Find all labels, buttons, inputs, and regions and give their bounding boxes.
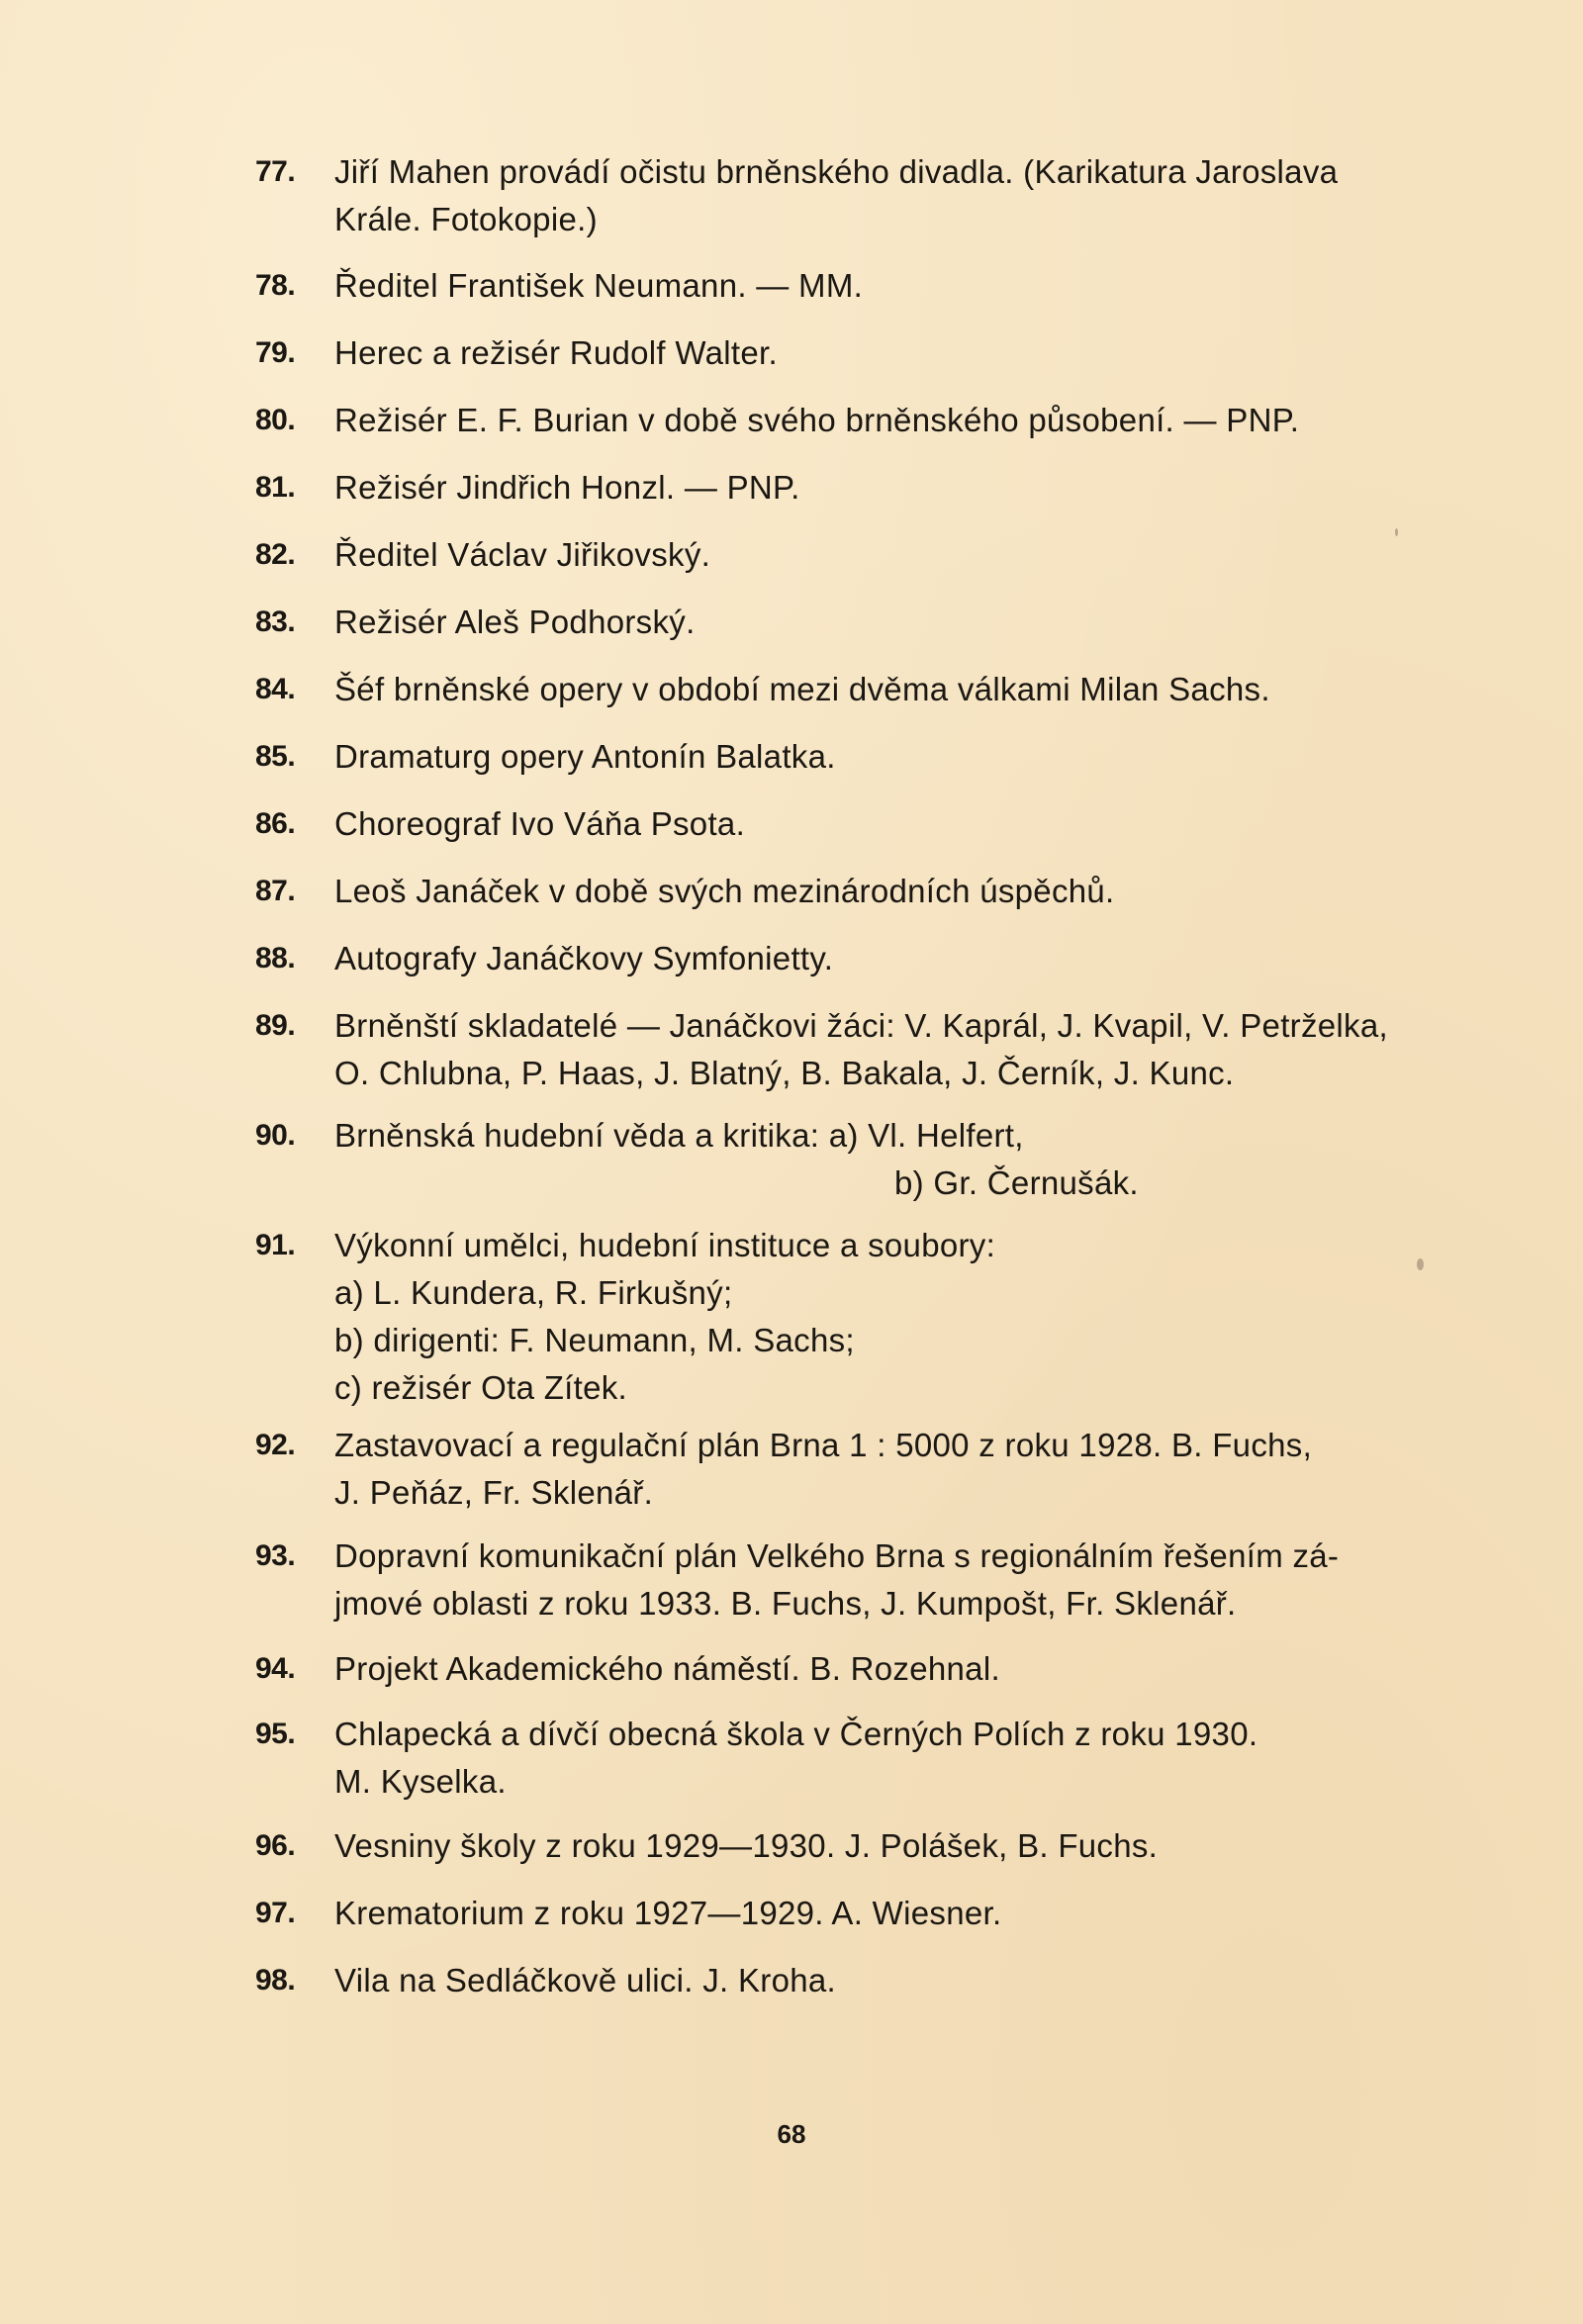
item-text: Herec a režisér Rudolf Walter.	[334, 334, 778, 371]
item-text: Ředitel František Neumann. — MM.	[334, 267, 864, 304]
item-text: J. Peňáz, Fr. Sklenář.	[334, 1474, 654, 1511]
item-number: 87.	[255, 875, 296, 907]
page-number: 68	[777, 2119, 806, 2149]
item-subtext-a: a) L. Kundera, R. Firkušný;	[334, 1274, 733, 1311]
item-text: Chlapecká a dívčí obecná škola v Černých Polích z roku 1930.	[334, 1716, 1258, 1752]
item-text: Ředitel Václav Jiřikovský.	[334, 536, 711, 573]
item-text: Dramaturg opery Antonín Balatka.	[334, 738, 836, 775]
item-number: 94.	[255, 1652, 296, 1685]
item-text: Šéf brněnské opery v období mezi dvěma válkami Milan Sachs.	[334, 671, 1270, 707]
item-number: 93.	[255, 1539, 296, 1572]
item-number: 91.	[255, 1229, 296, 1261]
item-text: Brněnští skladatelé — Janáčkovi žáci: V. Kaprál, J. Kvapil, V. Petrželka,	[334, 1007, 1388, 1044]
item-number: 84.	[255, 673, 296, 705]
item-number: 85.	[255, 740, 296, 773]
item-subtext-b: b) dirigenti: F. Neumann, M. Sachs;	[334, 1322, 855, 1358]
item-number: 88.	[255, 942, 296, 975]
item-number: 95.	[255, 1718, 296, 1750]
item-text: Režisér Jindřich Honzl. — PNP.	[334, 469, 800, 506]
item-text: Dopravní komunikační plán Velkého Brna s regionálním řešením zá-	[334, 1537, 1340, 1574]
item-number: 79.	[255, 336, 296, 369]
item-text: Krematorium z roku 1927—1929. A. Wiesner.	[334, 1895, 1002, 1931]
item-text: Vila na Sedláčkově ulici. J. Kroha.	[334, 1962, 836, 1999]
item-number: 96.	[255, 1829, 296, 1862]
item-number: 81.	[255, 471, 296, 504]
item-text: Krále. Fotokopie.)	[334, 201, 598, 237]
item-number: 82.	[255, 538, 296, 571]
item-number: 80.	[255, 404, 296, 436]
item-number: 78.	[255, 269, 296, 302]
item-number: 92.	[255, 1429, 296, 1461]
item-number: 89.	[255, 1009, 296, 1042]
item-subtext-c: c) režisér Ota Zítek.	[334, 1369, 628, 1406]
item-text: M. Kyselka.	[334, 1763, 507, 1800]
item-number: 97.	[255, 1897, 296, 1929]
item-text: Autografy Janáčkovy Symfonietty.	[334, 940, 834, 976]
item-number: 77.	[255, 155, 296, 188]
item-text: Režisér E. F. Burian v době svého brněnského působení. — PNP.	[334, 402, 1300, 438]
item-text: Projekt Akademického náměstí. B. Rozehnal.	[334, 1650, 1000, 1687]
item-text: Výkonní umělci, hudební instituce a soubory:	[334, 1227, 996, 1263]
item-number: 90.	[255, 1119, 296, 1152]
item-text: O. Chlubna, P. Haas, J. Blatný, B. Bakala, J. Černík, J. Kunc.	[334, 1055, 1235, 1091]
item-text: b) Gr. Černušák.	[894, 1164, 1139, 1201]
item-text: Brněnská hudební věda a kritika: a) Vl. Helfert,	[334, 1117, 1024, 1154]
item-text: Zastavovací a regulační plán Brna 1 : 5000 z roku 1928. B. Fuchs,	[334, 1427, 1313, 1463]
item-text: Choreograf Ivo Váňa Psota.	[334, 805, 746, 842]
item-text: Vesniny školy z roku 1929—1930. J. Polášek, B. Fuchs.	[334, 1827, 1159, 1864]
item-text: jmové oblasti z roku 1933. B. Fuchs, J. Kumpošt, Fr. Sklenář.	[334, 1585, 1237, 1622]
item-number: 83.	[255, 605, 296, 638]
item-text: Režisér Aleš Podhorský.	[334, 604, 696, 640]
item-text: Jiří Mahen provádí očistu brněnského divadla. (Karikatura Jaroslava	[334, 153, 1339, 190]
item-number: 86.	[255, 807, 296, 840]
item-text: Leoš Janáček v době svých mezinárodních úspěchů.	[334, 873, 1115, 909]
item-number: 98.	[255, 1964, 296, 1997]
